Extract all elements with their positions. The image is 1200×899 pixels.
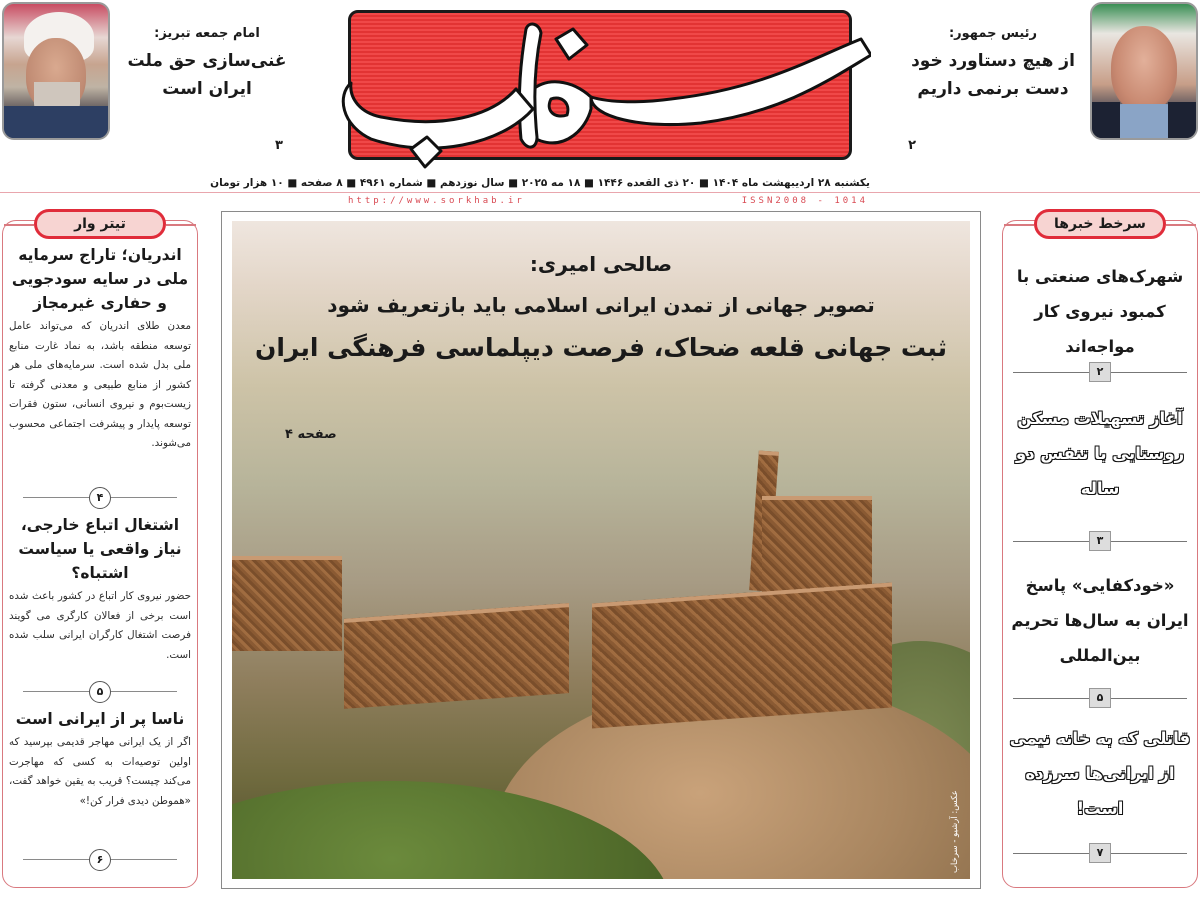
right-item-2[interactable]: آغاز تسهیلات مسکن روستایی با تنفس دو ساله <box>1015 409 1185 498</box>
page-separator <box>1013 688 1187 708</box>
issn-number: ISSN2008 - 1014 <box>741 196 868 206</box>
top-right-page-number: ۲ <box>908 138 916 153</box>
left-item-body: اگر از یک ایرانی مهاجر قدیمی بپرسید که اولین توصیه‌ات به کسی که مهاجرت می‌کند چیست؟ قریب به یقین خواهد گفت، «هموطن دیدی فرار کن!» <box>9 736 191 807</box>
url-issn-line <box>348 196 868 210</box>
page-separator <box>1013 362 1187 382</box>
page-number-badge: ۵ <box>1089 688 1111 708</box>
page-number-badge: ۷ <box>1089 843 1111 863</box>
feature-headline: ثبت جهانی قلعه ضحاک، فرصت دیپلماسی فرهنگی ایران <box>255 333 947 362</box>
right-item-4[interactable]: قاتلی که به خانه نیمی از ایرانی‌ها سرزده است! <box>1009 729 1191 818</box>
website-url[interactable]: http://www.sorkhab.ir <box>348 196 525 206</box>
castle-wall <box>344 603 569 709</box>
left-item-1[interactable] <box>9 243 191 454</box>
page-separator <box>23 681 177 701</box>
right-item-1[interactable]: شهرک‌های صنعتی با کمبود نیروی کار مواجه‌اند <box>1016 267 1184 356</box>
page-separator <box>1013 531 1187 551</box>
top-left-headline[interactable] <box>122 26 292 103</box>
top-right-kicker: رئیس جمهور: <box>948 26 1038 41</box>
top-left-kicker: امام جمعه تبریز: <box>154 26 260 41</box>
photo-credit: عکس: آرشیو - سرخاب <box>950 790 960 873</box>
header-divider <box>0 192 1200 193</box>
right-column-headlines <box>1002 216 1198 888</box>
portrait-jacket-right <box>1168 102 1196 138</box>
portrait-jacket-left <box>1092 102 1120 138</box>
castle-wall <box>232 556 342 651</box>
left-item-head: اشتغال اتباع خارجی، نیاز واقعی یا سیاست اشتباه؟ <box>18 516 182 582</box>
top-right-headline[interactable] <box>908 26 1078 103</box>
president-photo <box>1090 2 1198 140</box>
feature-page-ref: صفحه ۴ <box>285 427 337 442</box>
top-left-page-number: ۳ <box>275 138 283 153</box>
right-item-3[interactable]: «خودکفایی» پاسخ ایران به سال‌ها تحریم بین‌المللی <box>1011 576 1189 665</box>
feature-headline-block[interactable] <box>232 250 970 366</box>
top-right-title: از هیچ دستاورد خود دست برنمی داریم <box>911 51 1075 99</box>
left-item-head: اندریان؛ تاراج سرمایه ملی در سایه سودجویی و حفاری غیرمجاز <box>11 246 189 312</box>
sorkhab-calligraphy-logo <box>341 0 871 179</box>
left-item-head: ناسا پر از ایرانی است <box>15 710 185 728</box>
left-item-2[interactable] <box>9 513 191 665</box>
page-separator <box>23 487 177 507</box>
feature-kicker: صالحی امیری: <box>529 252 673 276</box>
left-item-body: معدن طلای اندریان که می‌تواند عامل توسعه منطقه باشد، به نماد غارت منابع ملی بدل شده است. سرمایه‌های ملی هر کشور از منابع طبیعی و معدنی گرفته تا زیست‌بوم و نیروی انسانی، ستون فقرات توسعه پایدار و پیشرفت اجتماعی محسوب می‌شوند. <box>9 320 191 449</box>
page-separator <box>1013 843 1187 863</box>
castle-wall <box>592 583 892 729</box>
masthead-logo[interactable] <box>348 10 852 160</box>
issue-date-line: یکشنبه ۲۸ اردیبهشت ماه ۱۴۰۴ ■ ۲۰ ذی القعده ۱۴۴۶ ■ ۱۸ مه ۲۰۲۵ ■ سال نوزدهم ■ شماره ۴۹۶۱ ■ ۸ صفحه ■ ۱۰ هزار تومان <box>210 177 870 189</box>
portrait-robe <box>4 106 108 138</box>
page-number-badge: ۲ <box>1089 362 1111 382</box>
left-item-body: حضور نیروی کار اتباع در کشور باعث شده است برخی از فعالان کارگری می گویند فرصت اشتغال کارگران ایرانی سلب شده است. <box>9 590 191 661</box>
page-number-badge: ۴ <box>89 487 111 509</box>
portrait-face <box>1111 26 1177 112</box>
top-left-title: غنی‌سازی حق ملت ایران است <box>127 51 287 99</box>
page-number-badge: ۳ <box>1089 531 1111 551</box>
left-item-3[interactable] <box>9 707 191 811</box>
right-column-tab: سرخط خبرها <box>1034 209 1166 239</box>
left-column-headlines <box>2 216 198 888</box>
page-separator <box>23 849 177 869</box>
page-number-badge: ۵ <box>89 681 111 703</box>
cleric-photo <box>2 2 110 140</box>
left-column-tab: تیتر وار <box>34 209 166 239</box>
page-number-badge: ۶ <box>89 849 111 871</box>
feature-subtitle: تصویر جهانی از تمدن ایرانی اسلامی باید بازتعریف شود <box>327 293 875 317</box>
